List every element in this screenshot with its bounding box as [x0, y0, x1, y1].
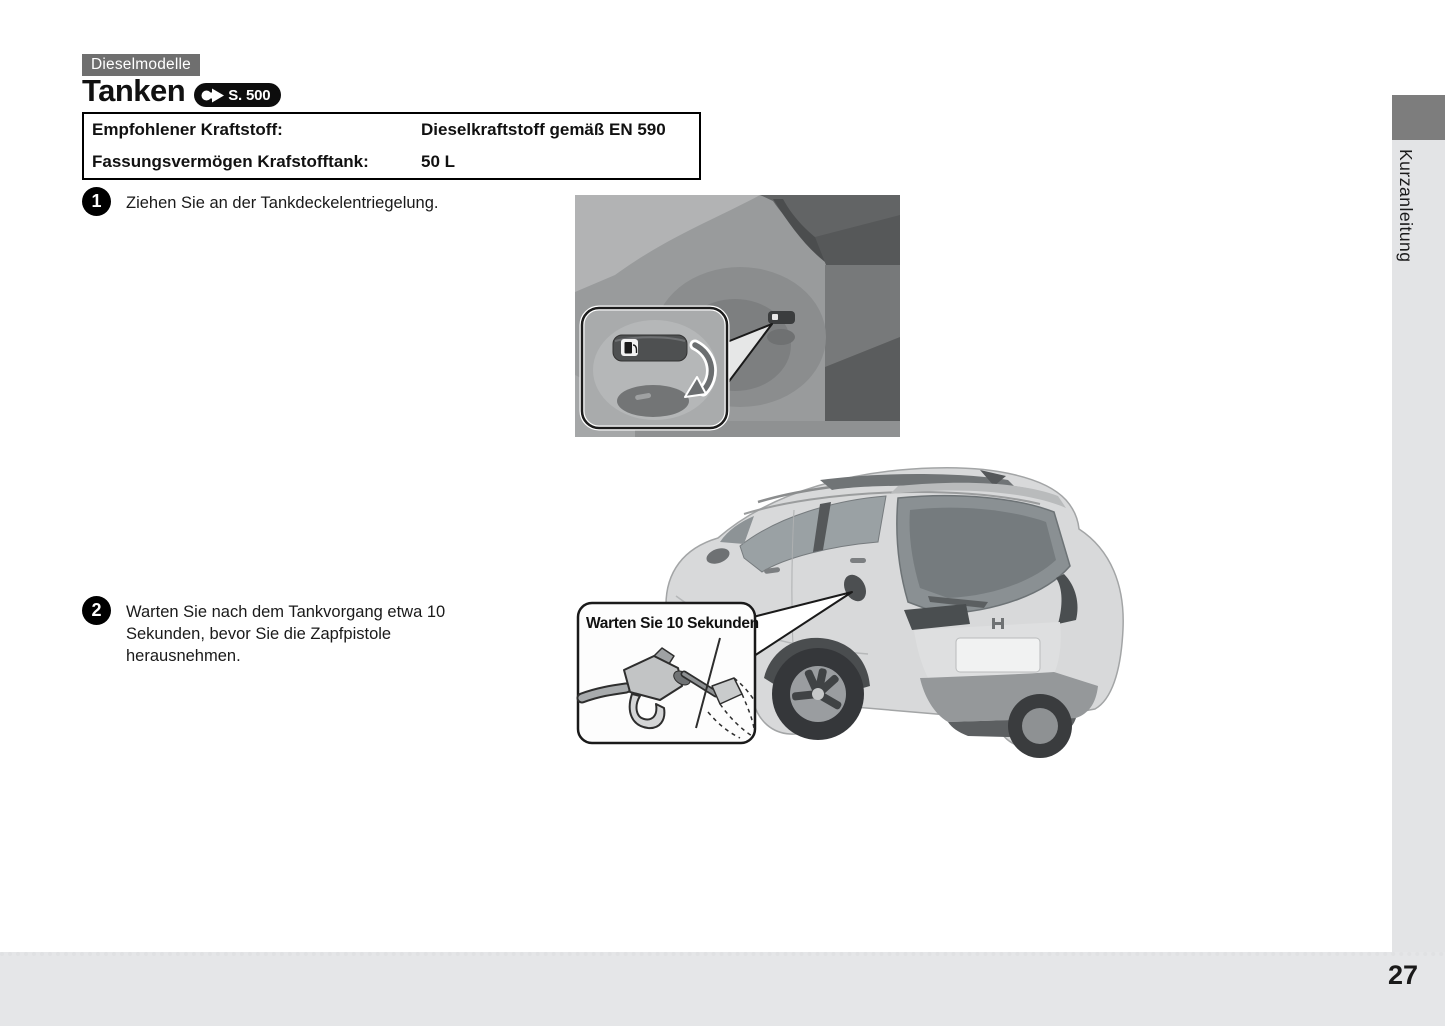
refuel-callout [578, 603, 759, 743]
page-title: Tanken [82, 73, 186, 108]
spec-row-label: Empfohlener Kraftstoff: [92, 120, 283, 139]
chapter-label: Kurzanleitung [1396, 149, 1416, 263]
page-footer [0, 952, 1445, 1026]
page-title-row [82, 74, 281, 108]
step-text: Warten Sie nach dem Tankvorgang etwa 10 Sekunden, bevor Sie die Zapfpistole herausnehmen. [126, 603, 446, 665]
refueling-figure [568, 446, 1140, 768]
page-reference-text: S. 500 [228, 86, 271, 104]
spec-row-value: Dieselkraftstoff gemäß EN 590 [421, 120, 666, 139]
spec-row-value: 50 L [421, 152, 456, 171]
fuel-release-photo [575, 195, 900, 437]
page-reference-badge[interactable] [194, 83, 281, 107]
spec-row-label: Fassungsvermögen Krafstofftank: [92, 152, 369, 171]
step-number-badge: 1 [82, 187, 111, 216]
instruction-step-1 [82, 187, 439, 216]
license-plate [956, 638, 1040, 672]
rear-right-wheel [1008, 694, 1072, 758]
fuel-release-figure [575, 195, 900, 437]
step-text: Ziehen Sie an der Tankdeckelentriegelung. [126, 194, 439, 212]
model-variant-label: Dieselmodelle [82, 54, 200, 76]
door-handle [850, 558, 866, 563]
fuel-release-lever [613, 335, 687, 361]
arrow-right-icon [200, 87, 225, 104]
rear-left-wheel [772, 648, 864, 740]
refuel-callout-label: Warten Sie 10 Sekunden [586, 615, 759, 632]
step-number-badge: 2 [82, 596, 111, 625]
instruction-step-2 [82, 596, 478, 667]
fuel-spec-table [82, 112, 701, 180]
car-rear-illustration [568, 446, 1140, 768]
chapter-tab[interactable] [1392, 95, 1445, 140]
page-number: 27 [1387, 960, 1418, 990]
fuel-release-callout [582, 308, 727, 428]
